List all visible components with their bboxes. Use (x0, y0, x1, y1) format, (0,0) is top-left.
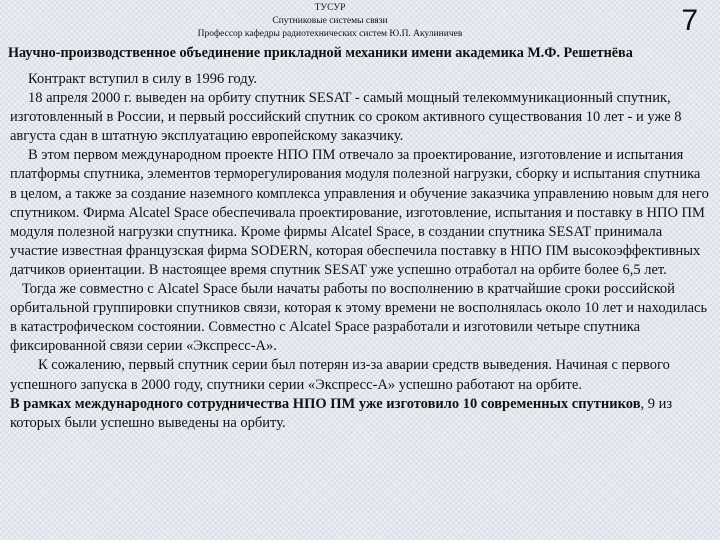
summary-bold-text: В рамках международного сотрудничества НПО ПМ уже изготовило 10 современных спутников (10, 395, 641, 412)
header-institution: ТУСУР (314, 3, 346, 13)
summary-normal-text: , 9 из которых были успешно выведены на орбиту. (10, 395, 673, 431)
slide-body (10, 70, 710, 433)
slide-header (0, 0, 720, 42)
paragraph-project-roles: В этом первом международном проекте НПО ПМ отвечало за проектирование, изготовление и испытания платформы спутника, элементов терморегулирования модуля полезной нагрузки, сборку и испытания спутника в целом, а также за создание наземного комплекса управления и обучение заказчика управлению новым для него спутником. Фирма Alcatel Space обеспечивала проектирование, изготовление, испытания и поставку в НПО ПМ модуля полезной нагрузки спутника. Кроме фирмы Alcatel Space, в создании спутника SESAT принимала участие известная французская фирма SODERN, которая обеспечила поставку в НПО ПМ высокоэффективных датчиков ориентации. В настоящее время спутник SESAT уже успешно отработал на орбите более 6,5 лет. (10, 147, 709, 278)
paragraph-sesat-launch: 18 апреля 2000 г. выведен на орбиту спутник SESAT - самый мощный телекоммуникационный спутник, изготовленный в России, и первый российский спутник со сроком активного существования 10 лет - и уже 8 августа сдан в штатную эксплуатацию европейскому заказчику. (10, 90, 682, 145)
paragraph-contract: Контракт вступил в силу в 1996 году. (28, 71, 258, 87)
slide-title: Научно-производственное объединение прикладной механики имени академика М.Ф. Решетнёва (8, 45, 633, 61)
paragraph-express-a: Тогда же совместно с Alcatel Space были начаты работы по восполнению в кратчайшие сроки российской орбитальной группировки спутников связи, которая к этому времени не восполнялась около 10 лет и находилась в катастрофическом состоянии. Совместно с Alcatel Space разработали и изготовили четыре спутника фиксированной связи серии «Экспресс-А». (10, 281, 708, 355)
paragraph-summary (10, 395, 710, 433)
header-info (180, 2, 480, 41)
slide-number: 7 (681, 4, 698, 37)
header-course: Спутниковые системы связи (272, 16, 388, 26)
paragraph-loss: К сожалению, первый спутник серии был потерян из-за аварии средств выведения. Начиная с первого успешного запуска в 2000 году, спутники серии «Экспресс-А» успешно работают на орбите. (10, 357, 670, 393)
header-author: Профессор кафедры радиотехнических систем Ю.П. Акулиничев (197, 29, 463, 39)
